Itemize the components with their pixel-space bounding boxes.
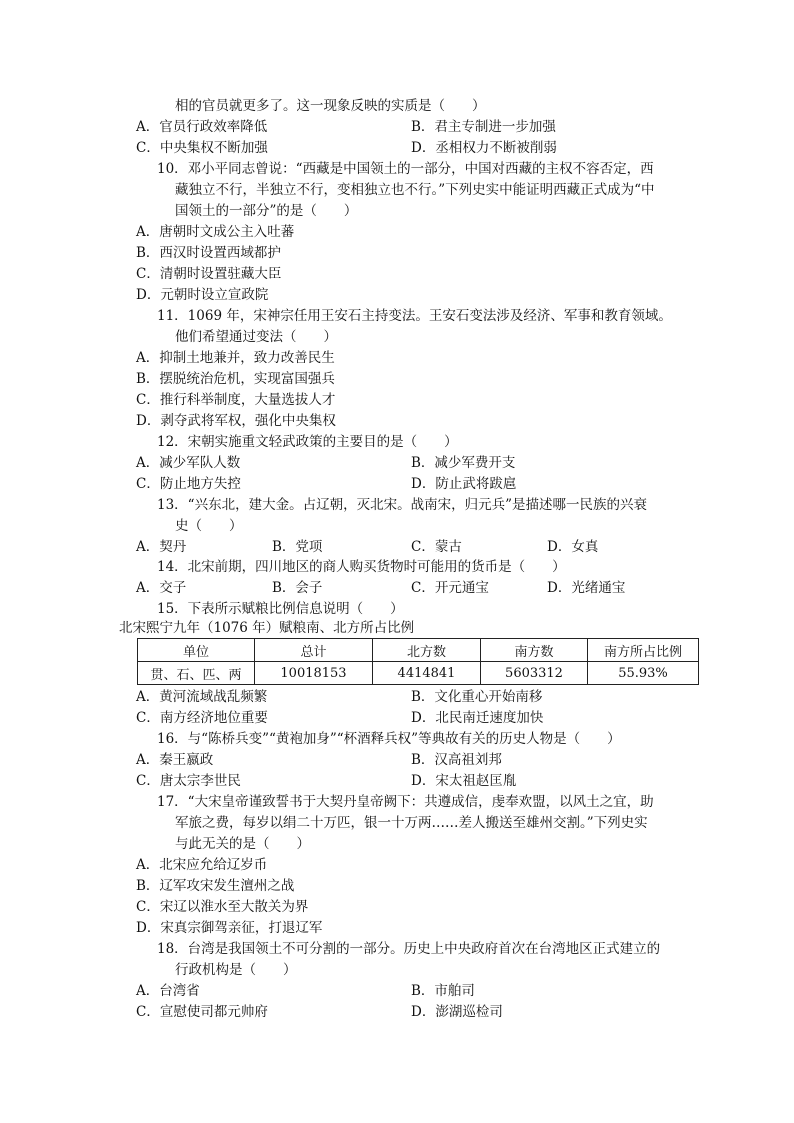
header-north: 北方数 bbox=[373, 639, 481, 662]
q16-option-a: A．秦王嬴政 bbox=[136, 752, 214, 768]
header-south: 南方数 bbox=[481, 639, 588, 662]
q10-option-b: B．西汉时设置西域都护 bbox=[136, 245, 281, 261]
q13-option-d: D．女真 bbox=[547, 539, 599, 555]
q18-option-c: C．宣慰使司都元帅府 bbox=[136, 1004, 268, 1020]
grain-ratio-table bbox=[137, 638, 699, 685]
cell-north: 4414841 bbox=[373, 662, 481, 685]
q15-option-d: D．北民南迁速度加快 bbox=[411, 710, 544, 726]
q11-option-b: B．摆脱统治危机，实现富国强兵 bbox=[136, 371, 335, 387]
q16-option-d: D．宋太祖赵匡胤 bbox=[411, 773, 517, 789]
q10-option-c: C．清朝时设置驻藏大臣 bbox=[136, 266, 282, 282]
q16-stem: 16．与“陈桥兵变”“黄袍加身”“杯酒释兵权”等典故有关的历史人物是（ ） bbox=[157, 731, 621, 747]
q16-option-b: B．汉高祖刘邦 bbox=[411, 752, 502, 768]
q10-stem-line1: 10．邓小平同志曾说：“西藏是中国领土的一部分，中国对西藏的主权不容否定，西 bbox=[157, 161, 654, 177]
q13-option-a: A．契丹 bbox=[136, 539, 187, 555]
q12-option-d: D．防止武将跋扈 bbox=[411, 476, 517, 492]
q10-stem-line2: 藏独立不行，半独立不行，变相独立也不行。”下列史实中能证明西藏正式成为“中 bbox=[175, 182, 655, 198]
q15-stem: 15．下表所示赋粮比例信息说明（ ） bbox=[157, 601, 404, 617]
header-south-ratio: 南方所占比例 bbox=[588, 639, 699, 662]
header-unit: 单位 bbox=[138, 639, 255, 662]
q12-stem: 12．宋朝实施重文轻武政策的主要目的是（ ） bbox=[157, 434, 458, 450]
q17-option-c: C．宋辽以淮水至大散关为界 bbox=[136, 899, 309, 915]
q14-option-a: A．交子 bbox=[136, 580, 187, 596]
q14-stem: 14．北宋前期，四川地区的商人购买货物时可能用的货币是（ ） bbox=[157, 559, 566, 575]
q11-option-c: C．推行科举制度，大量选拔人才 bbox=[136, 392, 336, 408]
cell-total: 10018153 bbox=[255, 662, 373, 685]
cell-unit: 贯、石、匹、两 bbox=[138, 662, 255, 685]
cell-south: 5603312 bbox=[481, 662, 588, 685]
q13-option-c: C．蒙古 bbox=[411, 539, 462, 555]
q16-option-c: C．唐太宗李世民 bbox=[136, 773, 241, 789]
q15-option-b: B．文化重心开始南移 bbox=[411, 689, 543, 705]
q18-option-a: A．台湾省 bbox=[136, 983, 200, 999]
q15-option-c: C．南方经济地位重要 bbox=[136, 710, 268, 726]
q12-option-c: C．防止地方失控 bbox=[136, 476, 241, 492]
q17-stem-line2: 军旅之费，每岁以绢二十万匹，银一十万两……差人搬送至雄州交割。”下列史实 bbox=[175, 815, 648, 831]
q13-stem-line1: 13．“兴东北，建大金。占辽朝，灭北宋。战南宋，归元兵”是描述哪一民族的兴衰 bbox=[157, 497, 647, 513]
table-header-row bbox=[138, 639, 699, 662]
q13-stem-line2: 史（ ） bbox=[175, 518, 243, 534]
q12-option-b: B．减少军费开支 bbox=[411, 455, 516, 471]
q10-stem-line3: 国领土的一部分”的是（ ） bbox=[175, 203, 358, 219]
q17-stem-line1: 17．“大宋皇帝谨致誓书于大契丹皇帝阙下：共遵成信，虔奉欢盟，以风土之宜，助 bbox=[157, 794, 654, 810]
q10-option-a: A．唐朝时文成公主入吐蕃 bbox=[136, 224, 295, 240]
q10-option-d: D．元朝时设立宣政院 bbox=[136, 287, 269, 303]
q18-stem-line1: 18．台湾是我国领土不可分割的一部分。历史上中央政府首次在台湾地区正式建立的 bbox=[157, 941, 661, 957]
q11-stem-line1: 11．1069 年，宋神宗任用王安石主持变法。王安石变法涉及经济、军事和教育领域。 bbox=[157, 308, 672, 324]
header-total: 总计 bbox=[255, 639, 373, 662]
q15-option-a: A．黄河流域战乱频繁 bbox=[136, 689, 268, 705]
q9-option-a: A．官员行政效率降低 bbox=[136, 119, 268, 135]
q14-option-b: B．会子 bbox=[272, 580, 323, 596]
q13-option-b: B．党项 bbox=[272, 539, 323, 555]
table-caption: 北宋熙宁九年（1076 年）赋粮南、北方所占比例 bbox=[119, 620, 415, 636]
q11-option-d: D．剥夺武将军权，强化中央集权 bbox=[136, 413, 336, 429]
q12-option-a: A．减少军队人数 bbox=[136, 455, 241, 471]
q17-option-a: A．北宋应允给辽岁币 bbox=[136, 857, 268, 873]
q9-option-b: B．君主专制进一步加强 bbox=[411, 119, 556, 135]
q17-option-b: B．辽军攻宋发生澶州之战 bbox=[136, 878, 295, 894]
q18-option-d: D．澎湖巡检司 bbox=[411, 1004, 503, 1020]
q18-option-b: B．市舶司 bbox=[411, 983, 475, 999]
table-row bbox=[138, 662, 699, 685]
q9-stem: 相的官员就更多了。这一现象反映的实质是（ ） bbox=[175, 98, 486, 114]
q9-option-c: C．中央集权不断加强 bbox=[136, 140, 268, 156]
q11-option-a: A．抑制土地兼并，致力改善民生 bbox=[136, 350, 335, 366]
q14-option-c: C．开元通宝 bbox=[411, 580, 489, 596]
q18-stem-line2: 行政机构是（ ） bbox=[175, 962, 297, 978]
q11-stem-line2: 他们希望通过变法（ ） bbox=[175, 329, 337, 345]
q17-option-d: D．宋真宗御驾亲征，打退辽军 bbox=[136, 920, 323, 936]
q14-option-d: D．光绪通宝 bbox=[547, 580, 626, 596]
cell-south-ratio: 55.93% bbox=[588, 662, 699, 685]
q17-stem-line3: 与此无关的是（ ） bbox=[175, 836, 310, 852]
q9-option-d: D．丞相权力不断被削弱 bbox=[411, 140, 557, 156]
